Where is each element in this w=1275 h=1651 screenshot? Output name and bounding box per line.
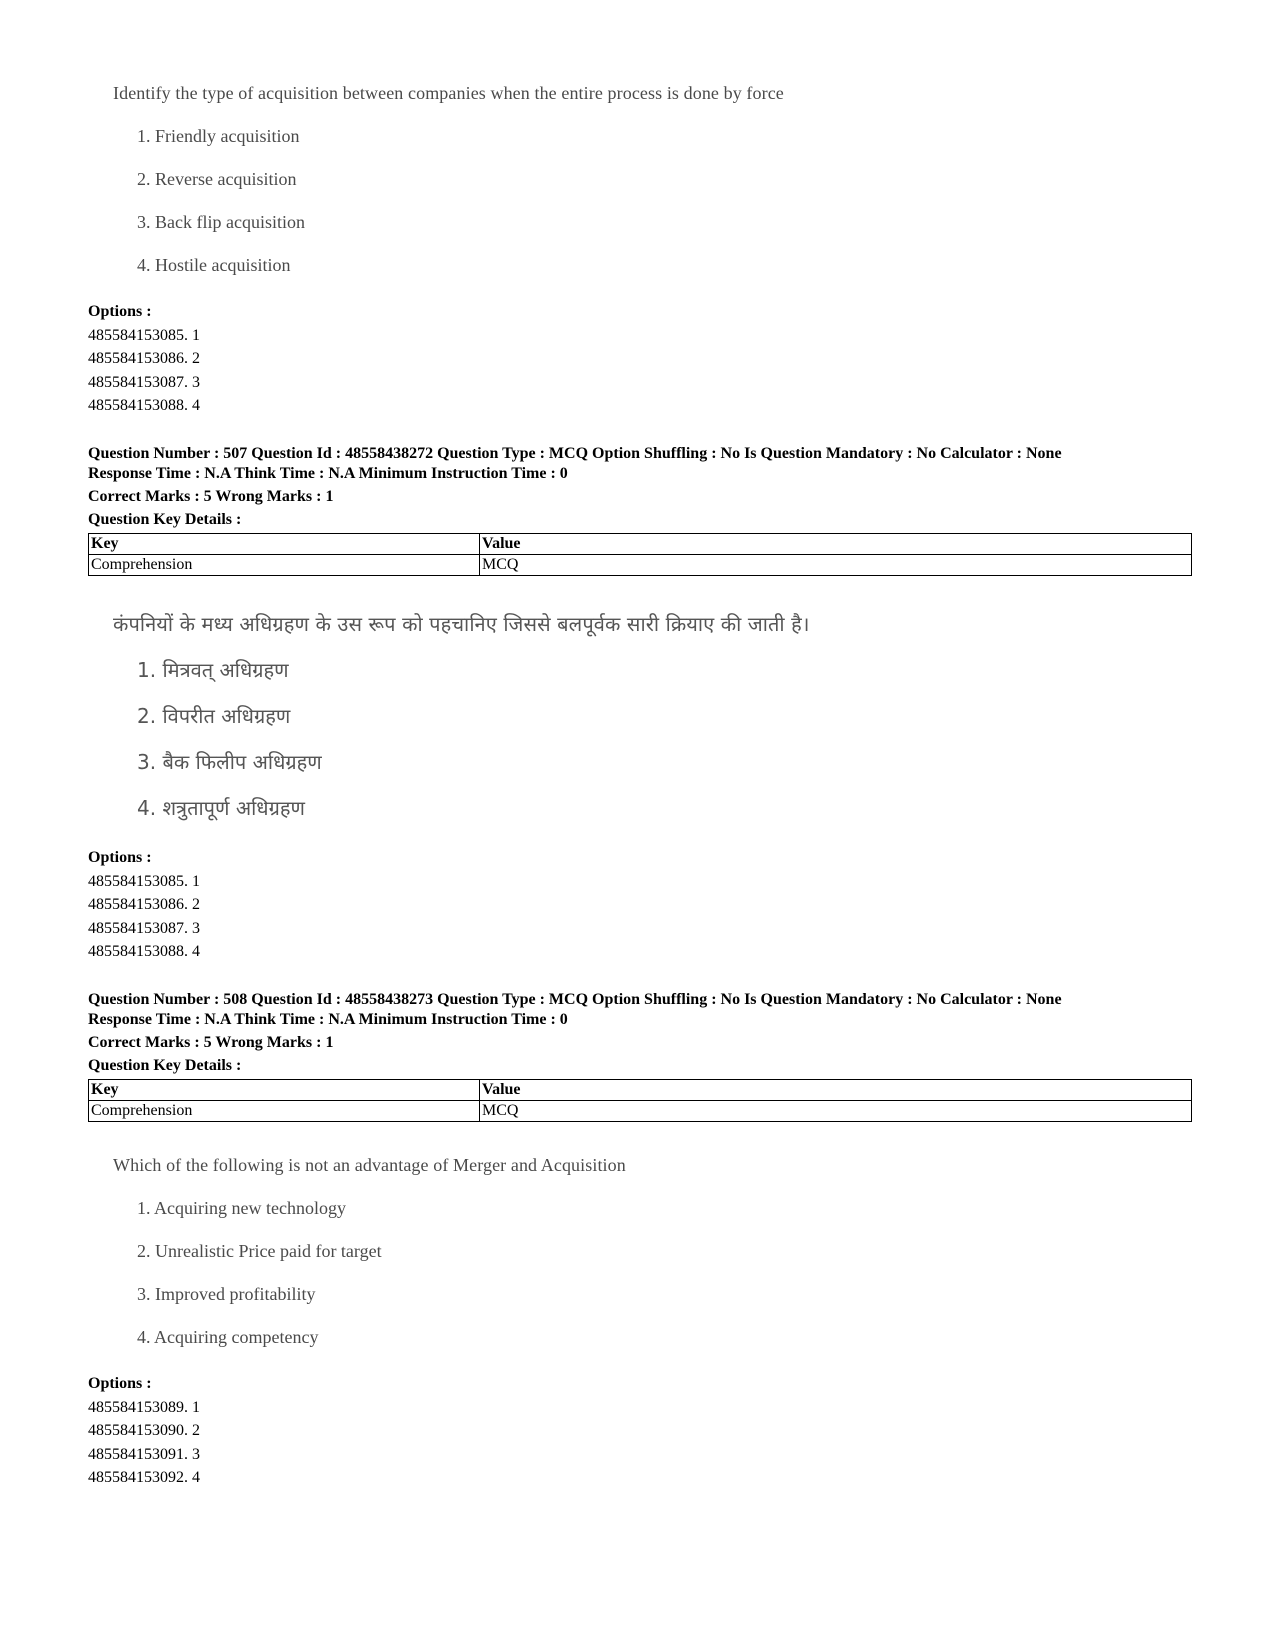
meta-line: Question Number : 508 Question Id : 48558438273 Question Type : MCQ Option Shuffling : No Is Question Mandatory : No Calculator : None [88,991,1062,1008]
table-cell: MCQ [480,555,1192,576]
options-block-q1 [88,300,200,418]
option-id: 485584153085. 1 [88,326,200,344]
key-details-label: Question Key Details : [88,511,242,528]
choice-item: 3. Improved profitability [137,1284,316,1304]
question-meta-508 [88,990,1208,1076]
table-header-key: Key [89,534,480,555]
key-details-label: Question Key Details : [88,1057,242,1074]
option-id: 485584153087. 3 [88,373,200,391]
option-id: 485584153086. 2 [88,896,200,913]
question-stem: Which of the following is not an advantage of Merger and Acquisition [113,1155,626,1175]
option-id: 485584153090. 2 [88,1422,200,1439]
choice-item: 1. Friendly acquisition [137,126,300,146]
options-label: Options : [88,1375,152,1392]
choice-item: 2. Unrealistic Price paid for target [137,1241,382,1261]
choice-item: 3. Back flip acquisition [137,212,305,232]
question-stem: कंपनियों के मध्य अधिग्रहण के उस रूप को पहचानिए जिससे बलपूर्वक सारी क्रियाए की जाती है। [113,612,810,636]
choice-item: 2. Reverse acquisition [137,169,297,189]
options-block-q508 [88,1372,200,1490]
question-image-q1 [113,83,784,275]
option-id: 485584153086. 2 [88,350,200,367]
choice-item: 1. मित्रवत् अधिग्रहण [137,658,289,682]
options-label: Options : [88,849,152,866]
table-cell: Comprehension [89,1101,480,1122]
option-id: 485584153085. 1 [88,872,200,890]
table-header-key: Key [89,1080,480,1101]
choice-item: 3. बैक फिलीप अधिग्रहण [137,750,322,774]
meta-line: Response Time : N.A Think Time : N.A Minimum Instruction Time : 0 [88,465,568,482]
marks-line: Correct Marks : 5 Wrong Marks : 1 [88,1034,334,1051]
meta-line: Response Time : N.A Think Time : N.A Minimum Instruction Time : 0 [88,1011,568,1028]
question-stem: Identify the type of acquisition between companies when the entire process is done by force [113,83,784,103]
table-header-value: Value [480,1080,1192,1101]
option-id: 485584153088. 4 [88,943,200,960]
option-id: 485584153088. 4 [88,397,200,414]
option-id: 485584153089. 1 [88,1398,200,1416]
question-meta-507 [88,444,1208,530]
choice-item: 4. शत्रुतापूर्ण अधिग्रहण [137,796,305,820]
table-header-value: Value [480,534,1192,555]
option-id: 485584153091. 3 [88,1445,200,1463]
question-image-q508 [113,1155,626,1347]
question-image-q507 [113,610,810,820]
table-cell: MCQ [480,1101,1192,1122]
choice-item: 1. Acquiring new technology [137,1198,346,1218]
key-details-table [88,1079,1192,1122]
choice-item: 2. विपरीत अधिग्रहण [137,704,291,728]
marks-line: Correct Marks : 5 Wrong Marks : 1 [88,488,334,505]
key-details-table [88,533,1192,576]
choice-item: 4. Acquiring competency [137,1327,319,1347]
option-id: 485584153087. 3 [88,919,200,937]
meta-line: Question Number : 507 Question Id : 48558438272 Question Type : MCQ Option Shuffling : No Is Question Mandatory : No Calculator : None [88,445,1062,462]
table-cell: Comprehension [89,555,480,576]
option-id: 485584153092. 4 [88,1469,200,1486]
options-block-q507 [88,846,200,964]
options-label: Options : [88,303,152,320]
choice-item: 4. Hostile acquisition [137,255,291,275]
